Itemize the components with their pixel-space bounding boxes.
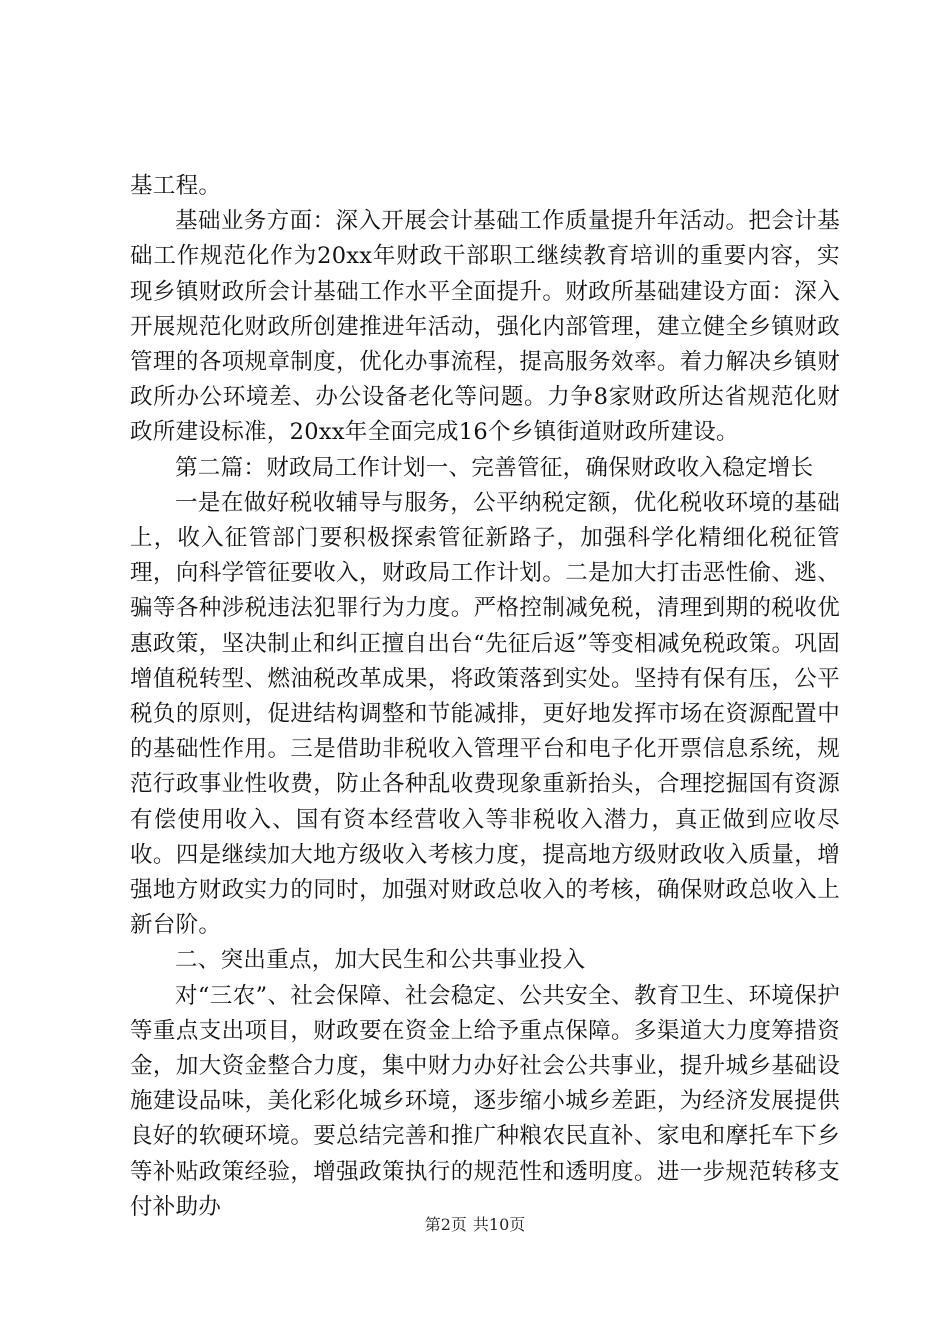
page-number: 第2页 <box>424 1215 467 1234</box>
document-body <box>130 169 840 1225</box>
paragraph-accounting-basics: 基础业务方面：深入开展会计基础工作质量提升年活动。把会计基础工作规范化作为20xx年财政干部职工继续教育培训的重要内容，实现乡镇财政所会计基础工作水平全面提升。财政所基础建设方面：深入开展规范化财政所创建推进年活动，强化内部管理，建立健全乡镇财政管理的各项规章制度，优化办事流程，提高服务效率。着力解决乡镇财政所办公环境差、办公设备老化等问题。力争8家财政所达省规范化财政所建设标准，20xx年全面完成16个乡镇街道财政所建设。 <box>130 208 840 446</box>
section-heading-public-investment: 二、突出重点，加大民生和公共事业投入 <box>175 947 586 974</box>
section-heading-part-two: 第二篇：财政局工作计划一、完善管征，确保财政收入稳定增长 <box>175 454 814 481</box>
page-footer <box>0 1212 950 1235</box>
page-total: 共10页 <box>472 1215 526 1234</box>
paragraph-continuation: 基工程。 <box>130 173 222 199</box>
paragraph-tax-collection: 一是在做好税收辅导与服务，公平纳税定额，优化税收环境的基础上，收入征管部门要积极探索管征新路子，加强科学化精细化税征管理，向科学管征要收入，财政局工作计划。二是加大打击恶性偷、逃、骗等各种涉税违法犯罪行为力度。严格控制减免税，清理到期的税收优惠政策，坚决制止和纠正擅自出台“先征后返”等变相减免税政策。巩固增值税转型、燃油税改革成果，将政策落到实处。坚持有保有压，公平税负的原则，促进结构调整和节能减排，更好地发挥市场在资源配置中的基础性作用。三是借助非税收入管理平台和电子化开票信息系统，规范行政事业性收费，防止各种乱收费现象重新抬头，合理挖掘国有资源有偿使用收入、国有资本经营收入等非税收入潜力，真正做到应收尽收。四是继续加大地方级收入考核力度，提高地方级财政收入质量，增强地方财政实力的同时，加强对财政总收入的考核，确保财政总收入上新台阶。 <box>130 489 840 939</box>
paragraph-key-expenditure: 对“三农”、社会保障、社会稳定、公共安全、教育卫生、环境保护等重点支出项目，财政要在资金上给予重点保障。多渠道大力度筹措资金，加大资金整合力度，集中财力办好社会公共事业，提升城乡基础设施建设品味，美化彩化城乡环境，逐步缩小城乡差距，为经济发展提供良好的软硬环境。要总结完善和推广种粮农民直补、家电和摩托车下乡等补贴政策经验，增强政策执行的规范性和透明度。进一步规范转移支付补助办 <box>130 982 840 1220</box>
